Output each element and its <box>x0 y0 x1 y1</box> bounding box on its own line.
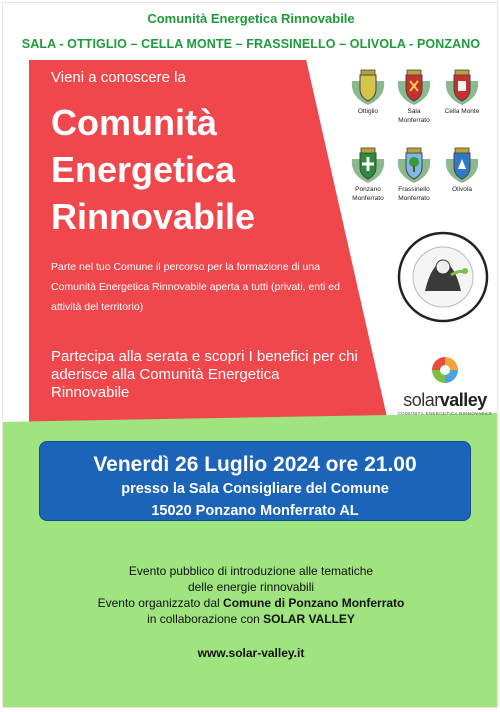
cer-valle-dei-frati-logo <box>397 231 489 323</box>
website-link[interactable]: www.solar-valley.it <box>197 646 305 660</box>
crest-ottiglio <box>348 67 388 116</box>
info-line4-prefix: in collaborazione con <box>147 612 264 626</box>
event-details-box <box>39 441 471 521</box>
info-line4 <box>3 611 498 627</box>
info-line2: delle energie rinnovabili <box>187 580 315 594</box>
event-place-line1: presso la Sala Consigliare del Comune <box>121 481 389 497</box>
header-towns: SALA - OTTIGLIO – CELLA MONTE – FRASSINELLO – OLIVOLA - PONZANO <box>21 37 481 51</box>
info-line1: Evento pubblico di introduzione alle tematiche <box>128 564 374 578</box>
crest-olivola <box>442 145 482 194</box>
frassinello-crest-icon <box>396 145 432 185</box>
crest-sala-monferrato <box>394 67 434 125</box>
info-partner: SOLAR VALLEY <box>263 612 355 626</box>
intro-title-line3: Rinnovabile <box>51 196 256 237</box>
header-title: Comunità Energetica Rinnovabile <box>147 11 355 26</box>
info-organizer: Comune di Ponzano Monferrato <box>223 596 405 610</box>
municipal-crests <box>348 67 488 217</box>
crest-ponzano <box>348 145 388 203</box>
intro-kicker: Vieni a conoscere la <box>51 69 186 86</box>
intro-paragraph: Parte nel tuo Comune il percorso per la formazione di una Comunità Energetica Rinnovabile aperta a tutti (privati, enti ed attività del territorio) <box>51 261 340 313</box>
crest-frassinello <box>394 145 434 203</box>
solar-valley-swirl-icon <box>427 355 463 385</box>
flyer <box>2 2 498 708</box>
crest-label: Frassinello Monferrato <box>398 186 430 202</box>
info-line3 <box>3 595 498 611</box>
sala-crest-icon <box>396 67 432 107</box>
ottiglio-crest-icon <box>350 67 386 107</box>
info-line3-prefix: Evento organizzato dal <box>97 596 224 610</box>
intro-title-line1: Comunità <box>51 102 217 143</box>
intro-title <box>51 99 255 240</box>
event-date: Venerdì 26 Luglio 2024 ore 21.00 <box>93 453 417 476</box>
solar-valley-wordmark <box>397 390 493 411</box>
crest-cella-monte <box>442 67 482 116</box>
event-place-line2: 15020 Ponzano Monferrato AL <box>151 503 359 519</box>
cella-monte-crest-icon <box>444 67 480 107</box>
ponzano-crest-icon <box>350 145 386 185</box>
event-info <box>3 563 498 627</box>
solar-valley-subtitle: COMUNITÀ ENERGETICA RINNOVABILE <box>397 411 493 416</box>
crest-label: Olivola <box>452 186 472 193</box>
crest-label: Cella Monte <box>444 108 480 115</box>
intro-invite: Partecipa alla serata e scopri I benefici per chi aderisce alla Comunità Energetica Rinnovabile <box>51 348 358 401</box>
olivola-crest-icon <box>444 145 480 185</box>
cer-logo-icon <box>397 231 489 323</box>
intro-title-line2: Energetica <box>51 149 236 190</box>
crest-label: Ponzano Monferrato <box>352 186 384 202</box>
crest-label: Sala Monferrato <box>398 108 430 124</box>
solar-valley-logo <box>397 355 493 416</box>
solar-brand-b: valley <box>439 390 487 410</box>
solar-brand-a: solar <box>403 390 440 410</box>
crest-label: Ottiglio <box>357 108 379 115</box>
